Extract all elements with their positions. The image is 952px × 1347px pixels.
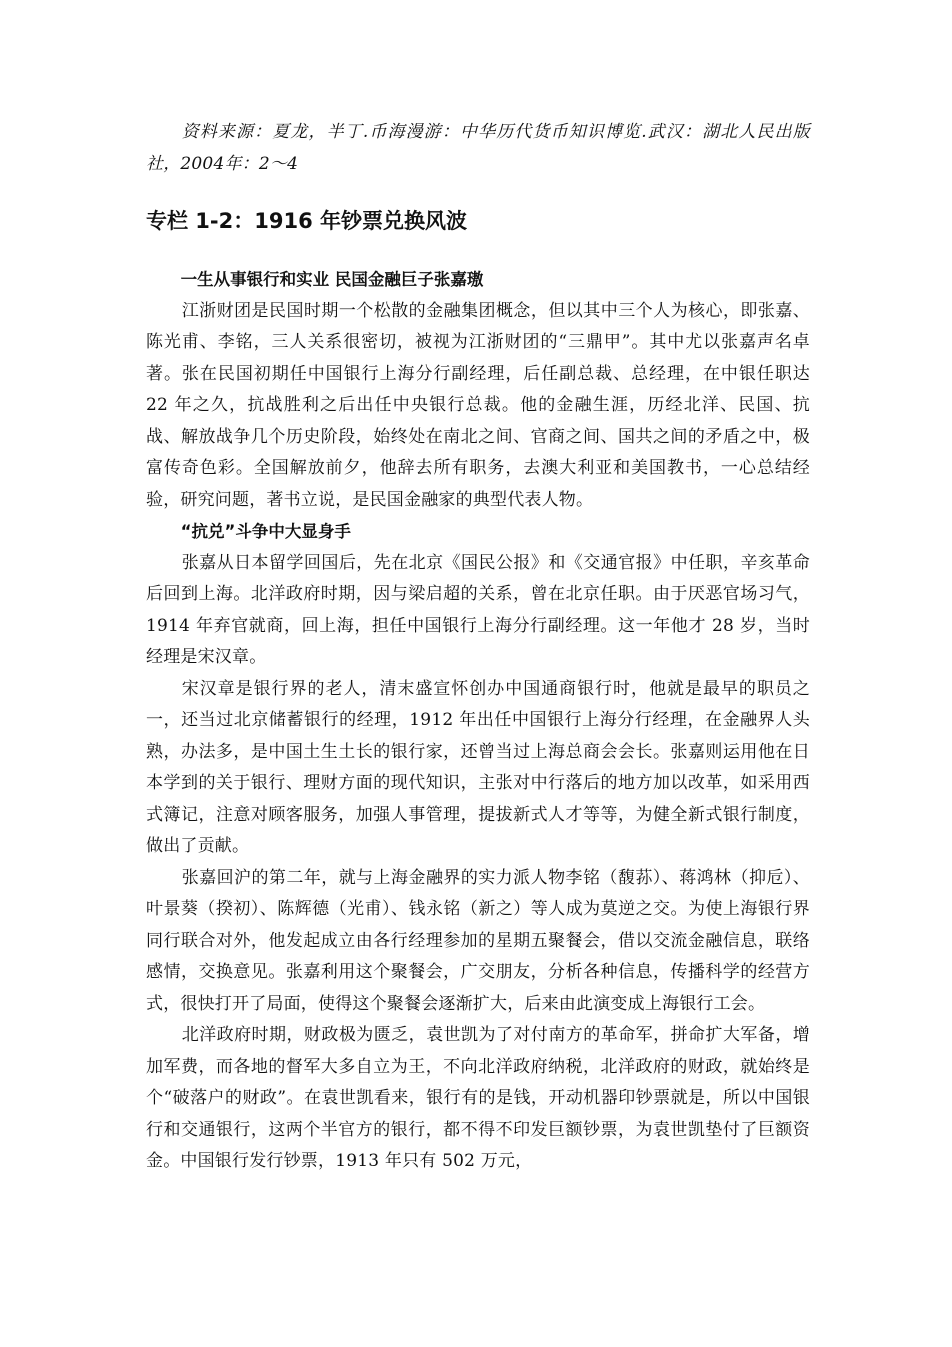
paragraph: 张嘉从日本留学回国后，先在北京《国民公报》和《交通官报》中任职，辛亥革命后回到上海。北洋政府时期，因与梁启超的关系，曾在北京任职。由于厌恶官场习气，1914 年弃官就商，回上海，担任中国银行上海分行副经理。这一年他才 28 岁，当时经理是宋汉章。: [146, 552, 810, 667]
section-heading-1: 一生从事银行和实业 民国金融巨子张嘉璈: [180, 270, 484, 289]
box-title: 专栏 1-2：1916 年钞票兑换风波: [146, 209, 468, 233]
source-citation: 资料来源：夏龙，半丁.币海漫游：中华历代货币知识博览.武汉：湖北人民出版社，2004年：2～4: [146, 122, 810, 174]
paragraph: 张嘉回沪的第二年，就与上海金融界的实力派人物李铭（馥荪）、蒋鸿林（抑卮）、叶景葵（揆初）、陈辉德（光甫）、钱永铭（新之）等人成为莫逆之交。为使上海银行界同行联合对外，他发起成立由各行经理参加的星期五聚餐会，借以交流金融信息，联络感情，交换意见。张嘉利用这个聚餐会，广交朋友，分析各种信息，传播科学的经营方式，很快打开了局面，使得这个聚餐会逐渐扩大，后来由此演变成上海银行工会。: [146, 867, 810, 1014]
page-content: [146, 117, 810, 1178]
paragraph: 宋汉章是银行界的老人，清末盛宣怀创办中国通商银行时，他就是最早的职员之一，还当过北京储蓄银行的经理，1912 年出任中国银行上海分行经理，在金融界人头熟，办法多，是中国土生土长的银行家，还曾当过上海总商会会长。张嘉则运用他在日本学到的关于银行、理财方面的现代知识，主张对中行落后的地方加以改革，如采用西式簿记，注意对顾客服务，加强人事管理，提拔新式人才等等，为健全新式银行制度，做出了贡献。: [146, 678, 810, 856]
section-heading-2: “抗兑”斗争中大显身手: [180, 522, 351, 541]
paragraph: 江浙财团是民国时期一个松散的金融集团概念，但以其中三个人为核心，即张嘉、陈光甫、李铭，三人关系很密切，被视为江浙财团的“三鼎甲”。其中尤以张嘉声名卓著。张在民国初期任中国银行上海分行副经理，后任副总裁、总经理，在中银任职达 22 年之久，抗战胜利之后出任中央银行总裁。他的金融生涯，历经北洋、民国、抗战、解放战争几个历史阶段，始终处在南北之间、官商之间、国共之间的矛盾之中，极富传奇色彩。全国解放前夕，他辞去所有职务，去澳大利亚和美国教书，一心总结经验，研究问题，著书立说，是民国金融家的典型代表人物。: [146, 300, 810, 510]
paragraph: 北洋政府时期，财政极为匮乏，袁世凯为了对付南方的革命军，拼命扩大军备，增加军费，而各地的督军大多自立为王，不向北洋政府纳税，北洋政府的财政，就始终是个“破落户的财政”。在袁世凯看来，银行有的是钱，开动机器印钞票就是，所以中国银行和交通银行，这两个半官方的银行，都不得不印发巨额钞票，为袁世凯垫付了巨额资金。中国银行发行钞票，1913 年只有 502 万元，: [146, 1025, 810, 1171]
